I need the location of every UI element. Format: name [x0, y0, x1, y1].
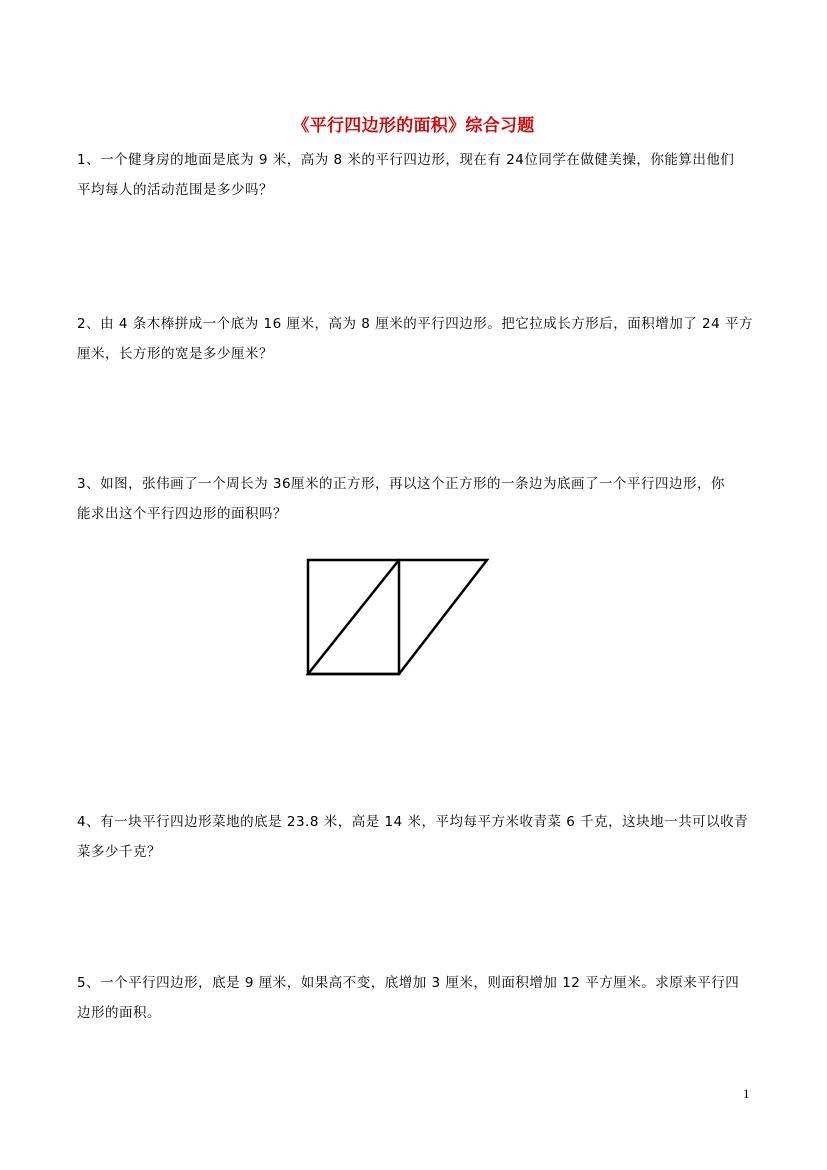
- question-1: [77, 145, 757, 205]
- question-5-line-2: 边形的面积。: [77, 1005, 161, 1021]
- question-3-line-2: 能求出这个平行四边形的面积吗？: [77, 506, 287, 522]
- question-2-line-1: 2、由 4 条木棒拼成一个底为 16 厘米，高为 8 厘米的平行四边形。把它拉成长方形后，面积增加了 24 平方: [77, 316, 753, 332]
- question-2: [77, 309, 757, 369]
- question-2-line-2: 厘米，长方形的宽是多少厘米？: [77, 346, 273, 362]
- question-1-line-1: 1、一个健身房的地面是底为 9 米，高为 8 米的平行四边形，现在有 24位同学在做健美操，你能算出他们: [77, 152, 735, 168]
- square-and-parallelogram-figure: [305, 557, 491, 677]
- page-number: 1: [743, 1086, 750, 1101]
- question-5-line-1: 5、一个平行四边形，底是 9 厘米，如果高不变，底增加 3 厘米，则面积增加 12 平方厘米。求原来平行四: [77, 975, 740, 991]
- parallelogram-shape: [308, 560, 487, 674]
- question-3: [77, 469, 757, 529]
- question-3-line-1: 3、如图，张伟画了一个周长为 36厘米的正方形，再以这个正方形的一条边为底画了一个平行四边形，你: [77, 476, 726, 492]
- question-1-line-2: 平均每人的活动范围是多少吗？: [77, 182, 273, 198]
- worksheet-title: 《平行四边形的面积》综合习题: [292, 116, 535, 136]
- question-4-line-1: 4、有一块平行四边形菜地的底是 23.8 米，高是 14 米，平均每平方米收青菜 6 千克，这块地一共可以收青: [77, 814, 749, 830]
- question-4-line-2: 菜多少千克？: [77, 844, 161, 860]
- question-4: [77, 807, 757, 867]
- question-5: [77, 968, 757, 1028]
